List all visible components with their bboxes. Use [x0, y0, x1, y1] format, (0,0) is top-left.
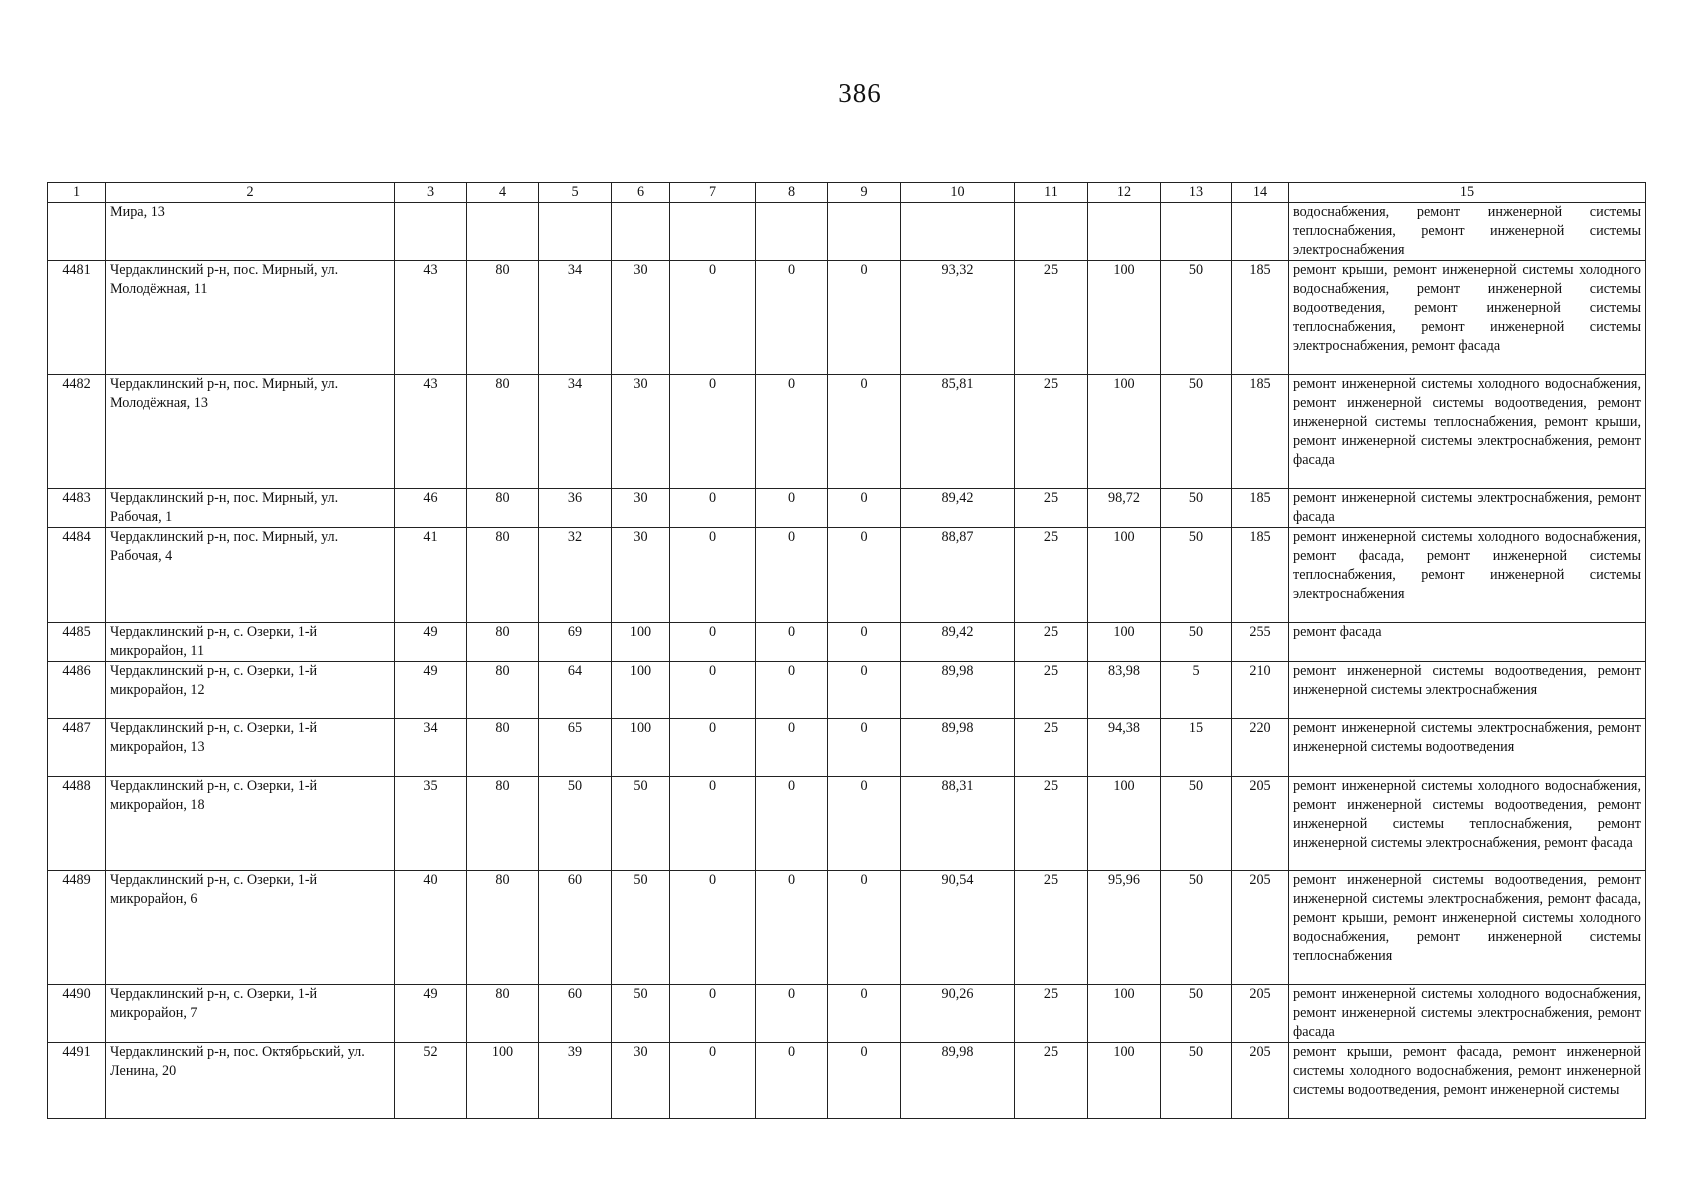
value-cell-col-4: 80: [467, 719, 539, 777]
works-cell: ремонт инженерной системы водоотведения, ремонт инженерной системы электроснабжения: [1289, 662, 1646, 719]
row-number: 4484: [48, 528, 106, 623]
value-cell-col-9: 0: [828, 623, 901, 662]
value-cell-col-5: [539, 203, 612, 261]
value-cell-col-6: 30: [612, 528, 670, 623]
value-cell-col-4: 80: [467, 985, 539, 1043]
column-header-13: 13: [1161, 183, 1232, 203]
value-cell-col-8: 0: [756, 623, 828, 662]
table-row: [48, 871, 1646, 985]
value-cell-col-3: 41: [395, 528, 467, 623]
address-cell: Чердаклинский р-н, пос. Мирный, ул. Молодёжная, 11: [106, 261, 395, 375]
address-cell: Чердаклинский р-н, с. Озерки, 1-й микрорайон, 12: [106, 662, 395, 719]
value-cell-col-6: 30: [612, 489, 670, 528]
value-cell-col-11: 25: [1015, 719, 1088, 777]
table-row: [48, 1043, 1646, 1119]
value-cell-col-9: 0: [828, 528, 901, 623]
value-cell-col-11: 25: [1015, 528, 1088, 623]
row-number: 4482: [48, 375, 106, 489]
value-cell-col-3: 34: [395, 719, 467, 777]
column-header-12: 12: [1088, 183, 1161, 203]
value-cell-col-4: 80: [467, 871, 539, 985]
value-cell-col-14: 255: [1232, 623, 1289, 662]
value-cell-col-10: 89,42: [901, 489, 1015, 528]
value-cell-col-4: [467, 203, 539, 261]
works-cell: ремонт инженерной системы электроснабжения, ремонт фасада: [1289, 489, 1646, 528]
value-cell-col-7: 0: [670, 528, 756, 623]
value-cell-col-12: 100: [1088, 528, 1161, 623]
column-header-4: 4: [467, 183, 539, 203]
value-cell-col-9: 0: [828, 261, 901, 375]
value-cell-col-6: 30: [612, 261, 670, 375]
address-cell: Мира, 13: [106, 203, 395, 261]
value-cell-col-9: 0: [828, 375, 901, 489]
value-cell-col-10: 89,98: [901, 662, 1015, 719]
value-cell-col-13: 50: [1161, 623, 1232, 662]
works-cell: ремонт крыши, ремонт инженерной системы холодного водоснабжения, ремонт инженерной системы водоотведения, ремонт инженерной системы теплоснабжения, ремонт инженерной системы электроснабжения, ремонт фасада: [1289, 261, 1646, 375]
row-number: 4485: [48, 623, 106, 662]
value-cell-col-13: 50: [1161, 1043, 1232, 1119]
value-cell-col-12: 100: [1088, 777, 1161, 871]
table-row: [48, 719, 1646, 777]
value-cell-col-10: 93,32: [901, 261, 1015, 375]
value-cell-col-6: 30: [612, 375, 670, 489]
value-cell-col-11: 25: [1015, 489, 1088, 528]
value-cell-col-3: 43: [395, 261, 467, 375]
works-cell: ремонт инженерной системы холодного водоснабжения, ремонт инженерной системы водоотведения, ремонт инженерной системы теплоснабжения, ремонт инженерной системы электроснабжения, ремонт фасада: [1289, 777, 1646, 871]
value-cell-col-12: 100: [1088, 1043, 1161, 1119]
value-cell-col-9: 0: [828, 1043, 901, 1119]
works-cell: ремонт фасада: [1289, 623, 1646, 662]
column-header-15: 15: [1289, 183, 1646, 203]
value-cell-col-5: 39: [539, 1043, 612, 1119]
value-cell-col-6: [612, 203, 670, 261]
value-cell-col-6: 50: [612, 777, 670, 871]
value-cell-col-11: 25: [1015, 777, 1088, 871]
column-header-6: 6: [612, 183, 670, 203]
value-cell-col-3: 49: [395, 985, 467, 1043]
value-cell-col-9: [828, 203, 901, 261]
table-row: [48, 375, 1646, 489]
value-cell-col-3: [395, 203, 467, 261]
page-number: 386: [838, 78, 882, 108]
value-cell-col-5: 34: [539, 375, 612, 489]
value-cell-col-7: 0: [670, 662, 756, 719]
value-cell-col-12: 94,38: [1088, 719, 1161, 777]
row-number: 4490: [48, 985, 106, 1043]
value-cell-col-11: 25: [1015, 375, 1088, 489]
value-cell-col-5: 34: [539, 261, 612, 375]
row-number: 4487: [48, 719, 106, 777]
column-header-7: 7: [670, 183, 756, 203]
value-cell-col-10: 89,98: [901, 1043, 1015, 1119]
table-row: [48, 528, 1646, 623]
table-row: [48, 777, 1646, 871]
value-cell-col-6: 50: [612, 871, 670, 985]
value-cell-col-4: 80: [467, 662, 539, 719]
column-header-8: 8: [756, 183, 828, 203]
value-cell-col-9: 0: [828, 871, 901, 985]
value-cell-col-8: 0: [756, 1043, 828, 1119]
value-cell-col-4: 80: [467, 623, 539, 662]
value-cell-col-13: 50: [1161, 375, 1232, 489]
value-cell-col-11: 25: [1015, 662, 1088, 719]
value-cell-col-11: 25: [1015, 623, 1088, 662]
value-cell-col-10: 90,54: [901, 871, 1015, 985]
value-cell-col-6: 30: [612, 1043, 670, 1119]
value-cell-col-12: [1088, 203, 1161, 261]
value-cell-col-3: 52: [395, 1043, 467, 1119]
value-cell-col-10: 90,26: [901, 985, 1015, 1043]
value-cell-col-11: 25: [1015, 985, 1088, 1043]
column-header-11: 11: [1015, 183, 1088, 203]
value-cell-col-14: 205: [1232, 985, 1289, 1043]
value-cell-col-8: [756, 203, 828, 261]
value-cell-col-4: 80: [467, 375, 539, 489]
address-cell: Чердаклинский р-н, с. Озерки, 1-й микрорайон, 11: [106, 623, 395, 662]
row-number: [48, 203, 106, 261]
value-cell-col-5: 69: [539, 623, 612, 662]
table-row: [48, 203, 1646, 261]
value-cell-col-4: 80: [467, 777, 539, 871]
value-cell-col-12: 100: [1088, 261, 1161, 375]
value-cell-col-14: 185: [1232, 489, 1289, 528]
value-cell-col-3: 35: [395, 777, 467, 871]
value-cell-col-10: 89,98: [901, 719, 1015, 777]
value-cell-col-4: 80: [467, 489, 539, 528]
column-header-3: 3: [395, 183, 467, 203]
value-cell-col-14: [1232, 203, 1289, 261]
value-cell-col-7: 0: [670, 489, 756, 528]
value-cell-col-11: 25: [1015, 261, 1088, 375]
value-cell-col-9: 0: [828, 662, 901, 719]
value-cell-col-14: 185: [1232, 261, 1289, 375]
value-cell-col-5: 60: [539, 871, 612, 985]
table-body: [48, 203, 1646, 1119]
value-cell-col-13: 50: [1161, 528, 1232, 623]
value-cell-col-14: 205: [1232, 871, 1289, 985]
works-cell: ремонт инженерной системы холодного водоснабжения, ремонт инженерной системы электроснабжения, ремонт фасада: [1289, 985, 1646, 1043]
value-cell-col-7: 0: [670, 985, 756, 1043]
value-cell-col-8: 0: [756, 871, 828, 985]
value-cell-col-13: 50: [1161, 489, 1232, 528]
table-row: [48, 623, 1646, 662]
value-cell-col-8: 0: [756, 528, 828, 623]
table-row: [48, 261, 1646, 375]
value-cell-col-8: 0: [756, 719, 828, 777]
table-row: [48, 985, 1646, 1043]
address-cell: Чердаклинский р-н, пос. Мирный, ул. Рабочая, 4: [106, 528, 395, 623]
value-cell-col-4: 100: [467, 1043, 539, 1119]
value-cell-col-14: 185: [1232, 528, 1289, 623]
value-cell-col-12: 95,96: [1088, 871, 1161, 985]
value-cell-col-13: 50: [1161, 985, 1232, 1043]
value-cell-col-8: 0: [756, 662, 828, 719]
address-cell: Чердаклинский р-н, пос. Октябрьский, ул. Ленина, 20: [106, 1043, 395, 1119]
value-cell-col-13: 5: [1161, 662, 1232, 719]
column-header-10: 10: [901, 183, 1015, 203]
works-cell: ремонт инженерной системы водоотведения, ремонт инженерной системы электроснабжения, ремонт фасада, ремонт крыши, ремонт инженерной системы холодного водоснабжения, ремонт инженерной системы теплоснабжения: [1289, 871, 1646, 985]
value-cell-col-4: 80: [467, 261, 539, 375]
value-cell-col-3: 40: [395, 871, 467, 985]
value-cell-col-13: 50: [1161, 261, 1232, 375]
value-cell-col-10: 88,31: [901, 777, 1015, 871]
value-cell-col-7: 0: [670, 871, 756, 985]
value-cell-col-9: 0: [828, 719, 901, 777]
value-cell-col-5: 50: [539, 777, 612, 871]
value-cell-col-7: 0: [670, 623, 756, 662]
value-cell-col-7: 0: [670, 1043, 756, 1119]
value-cell-col-10: 88,87: [901, 528, 1015, 623]
value-cell-col-14: 220: [1232, 719, 1289, 777]
value-cell-col-12: 100: [1088, 623, 1161, 662]
column-header-14: 14: [1232, 183, 1289, 203]
value-cell-col-11: 25: [1015, 871, 1088, 985]
value-cell-col-3: 46: [395, 489, 467, 528]
data-table: [47, 182, 1646, 1119]
value-cell-col-6: 100: [612, 623, 670, 662]
value-cell-col-9: 0: [828, 489, 901, 528]
works-cell: водоснабжения, ремонт инженерной системы теплоснабжения, ремонт инженерной системы электроснабжения: [1289, 203, 1646, 261]
works-cell: ремонт крыши, ремонт фасада, ремонт инженерной системы холодного водоснабжения, ремонт инженерной системы водоотведения, ремонт инженерной системы: [1289, 1043, 1646, 1119]
table-row: [48, 489, 1646, 528]
column-header-1: 1: [48, 183, 106, 203]
column-header-5: 5: [539, 183, 612, 203]
value-cell-col-12: 83,98: [1088, 662, 1161, 719]
row-number: 4486: [48, 662, 106, 719]
value-cell-col-13: 50: [1161, 871, 1232, 985]
row-number: 4489: [48, 871, 106, 985]
row-number: 4483: [48, 489, 106, 528]
works-cell: ремонт инженерной системы холодного водоснабжения, ремонт инженерной системы водоотведения, ремонт инженерной системы теплоснабжения, ремонт крыши, ремонт инженерной системы электроснабжения, ремонт фасада: [1289, 375, 1646, 489]
value-cell-col-5: 64: [539, 662, 612, 719]
works-cell: ремонт инженерной системы электроснабжения, ремонт инженерной системы водоотведения: [1289, 719, 1646, 777]
value-cell-col-8: 0: [756, 985, 828, 1043]
value-cell-col-13: 50: [1161, 777, 1232, 871]
value-cell-col-11: 25: [1015, 1043, 1088, 1119]
value-cell-col-8: 0: [756, 261, 828, 375]
value-cell-col-8: 0: [756, 777, 828, 871]
value-cell-col-10: 89,42: [901, 623, 1015, 662]
row-number: 4491: [48, 1043, 106, 1119]
value-cell-col-9: 0: [828, 777, 901, 871]
value-cell-col-14: 205: [1232, 1043, 1289, 1119]
address-cell: Чердаклинский р-н, с. Озерки, 1-й микрорайон, 6: [106, 871, 395, 985]
address-cell: Чердаклинский р-н, пос. Мирный, ул. Рабочая, 1: [106, 489, 395, 528]
address-cell: Чердаклинский р-н, пос. Мирный, ул. Молодёжная, 13: [106, 375, 395, 489]
value-cell-col-11: [1015, 203, 1088, 261]
table-header: [48, 183, 1646, 203]
value-cell-col-14: 185: [1232, 375, 1289, 489]
column-header-9: 9: [828, 183, 901, 203]
value-cell-col-12: 100: [1088, 375, 1161, 489]
row-number: 4481: [48, 261, 106, 375]
address-cell: Чердаклинский р-н, с. Озерки, 1-й микрорайон, 7: [106, 985, 395, 1043]
value-cell-col-7: 0: [670, 375, 756, 489]
value-cell-col-6: 50: [612, 985, 670, 1043]
value-cell-col-9: 0: [828, 985, 901, 1043]
works-cell: ремонт инженерной системы холодного водоснабжения, ремонт фасада, ремонт инженерной системы теплоснабжения, ремонт инженерной системы электроснабжения: [1289, 528, 1646, 623]
address-cell: Чердаклинский р-н, с. Озерки, 1-й микрорайон, 13: [106, 719, 395, 777]
value-cell-col-7: 0: [670, 777, 756, 871]
value-cell-col-5: 65: [539, 719, 612, 777]
value-cell-col-12: 98,72: [1088, 489, 1161, 528]
column-header-2: 2: [106, 183, 395, 203]
header-row: [48, 183, 1646, 203]
value-cell-col-12: 100: [1088, 985, 1161, 1043]
value-cell-col-13: 15: [1161, 719, 1232, 777]
value-cell-col-6: 100: [612, 662, 670, 719]
value-cell-col-14: 205: [1232, 777, 1289, 871]
value-cell-col-7: 0: [670, 719, 756, 777]
value-cell-col-5: 36: [539, 489, 612, 528]
value-cell-col-10: 85,81: [901, 375, 1015, 489]
value-cell-col-7: 0: [670, 261, 756, 375]
value-cell-col-10: [901, 203, 1015, 261]
row-number: 4488: [48, 777, 106, 871]
value-cell-col-3: 43: [395, 375, 467, 489]
value-cell-col-8: 0: [756, 489, 828, 528]
value-cell-col-3: 49: [395, 623, 467, 662]
value-cell-col-5: 32: [539, 528, 612, 623]
value-cell-col-4: 80: [467, 528, 539, 623]
value-cell-col-14: 210: [1232, 662, 1289, 719]
table-row: [48, 662, 1646, 719]
value-cell-col-3: 49: [395, 662, 467, 719]
value-cell-col-8: 0: [756, 375, 828, 489]
address-cell: Чердаклинский р-н, с. Озерки, 1-й микрорайон, 18: [106, 777, 395, 871]
value-cell-col-7: [670, 203, 756, 261]
value-cell-col-5: 60: [539, 985, 612, 1043]
value-cell-col-13: [1161, 203, 1232, 261]
value-cell-col-6: 100: [612, 719, 670, 777]
